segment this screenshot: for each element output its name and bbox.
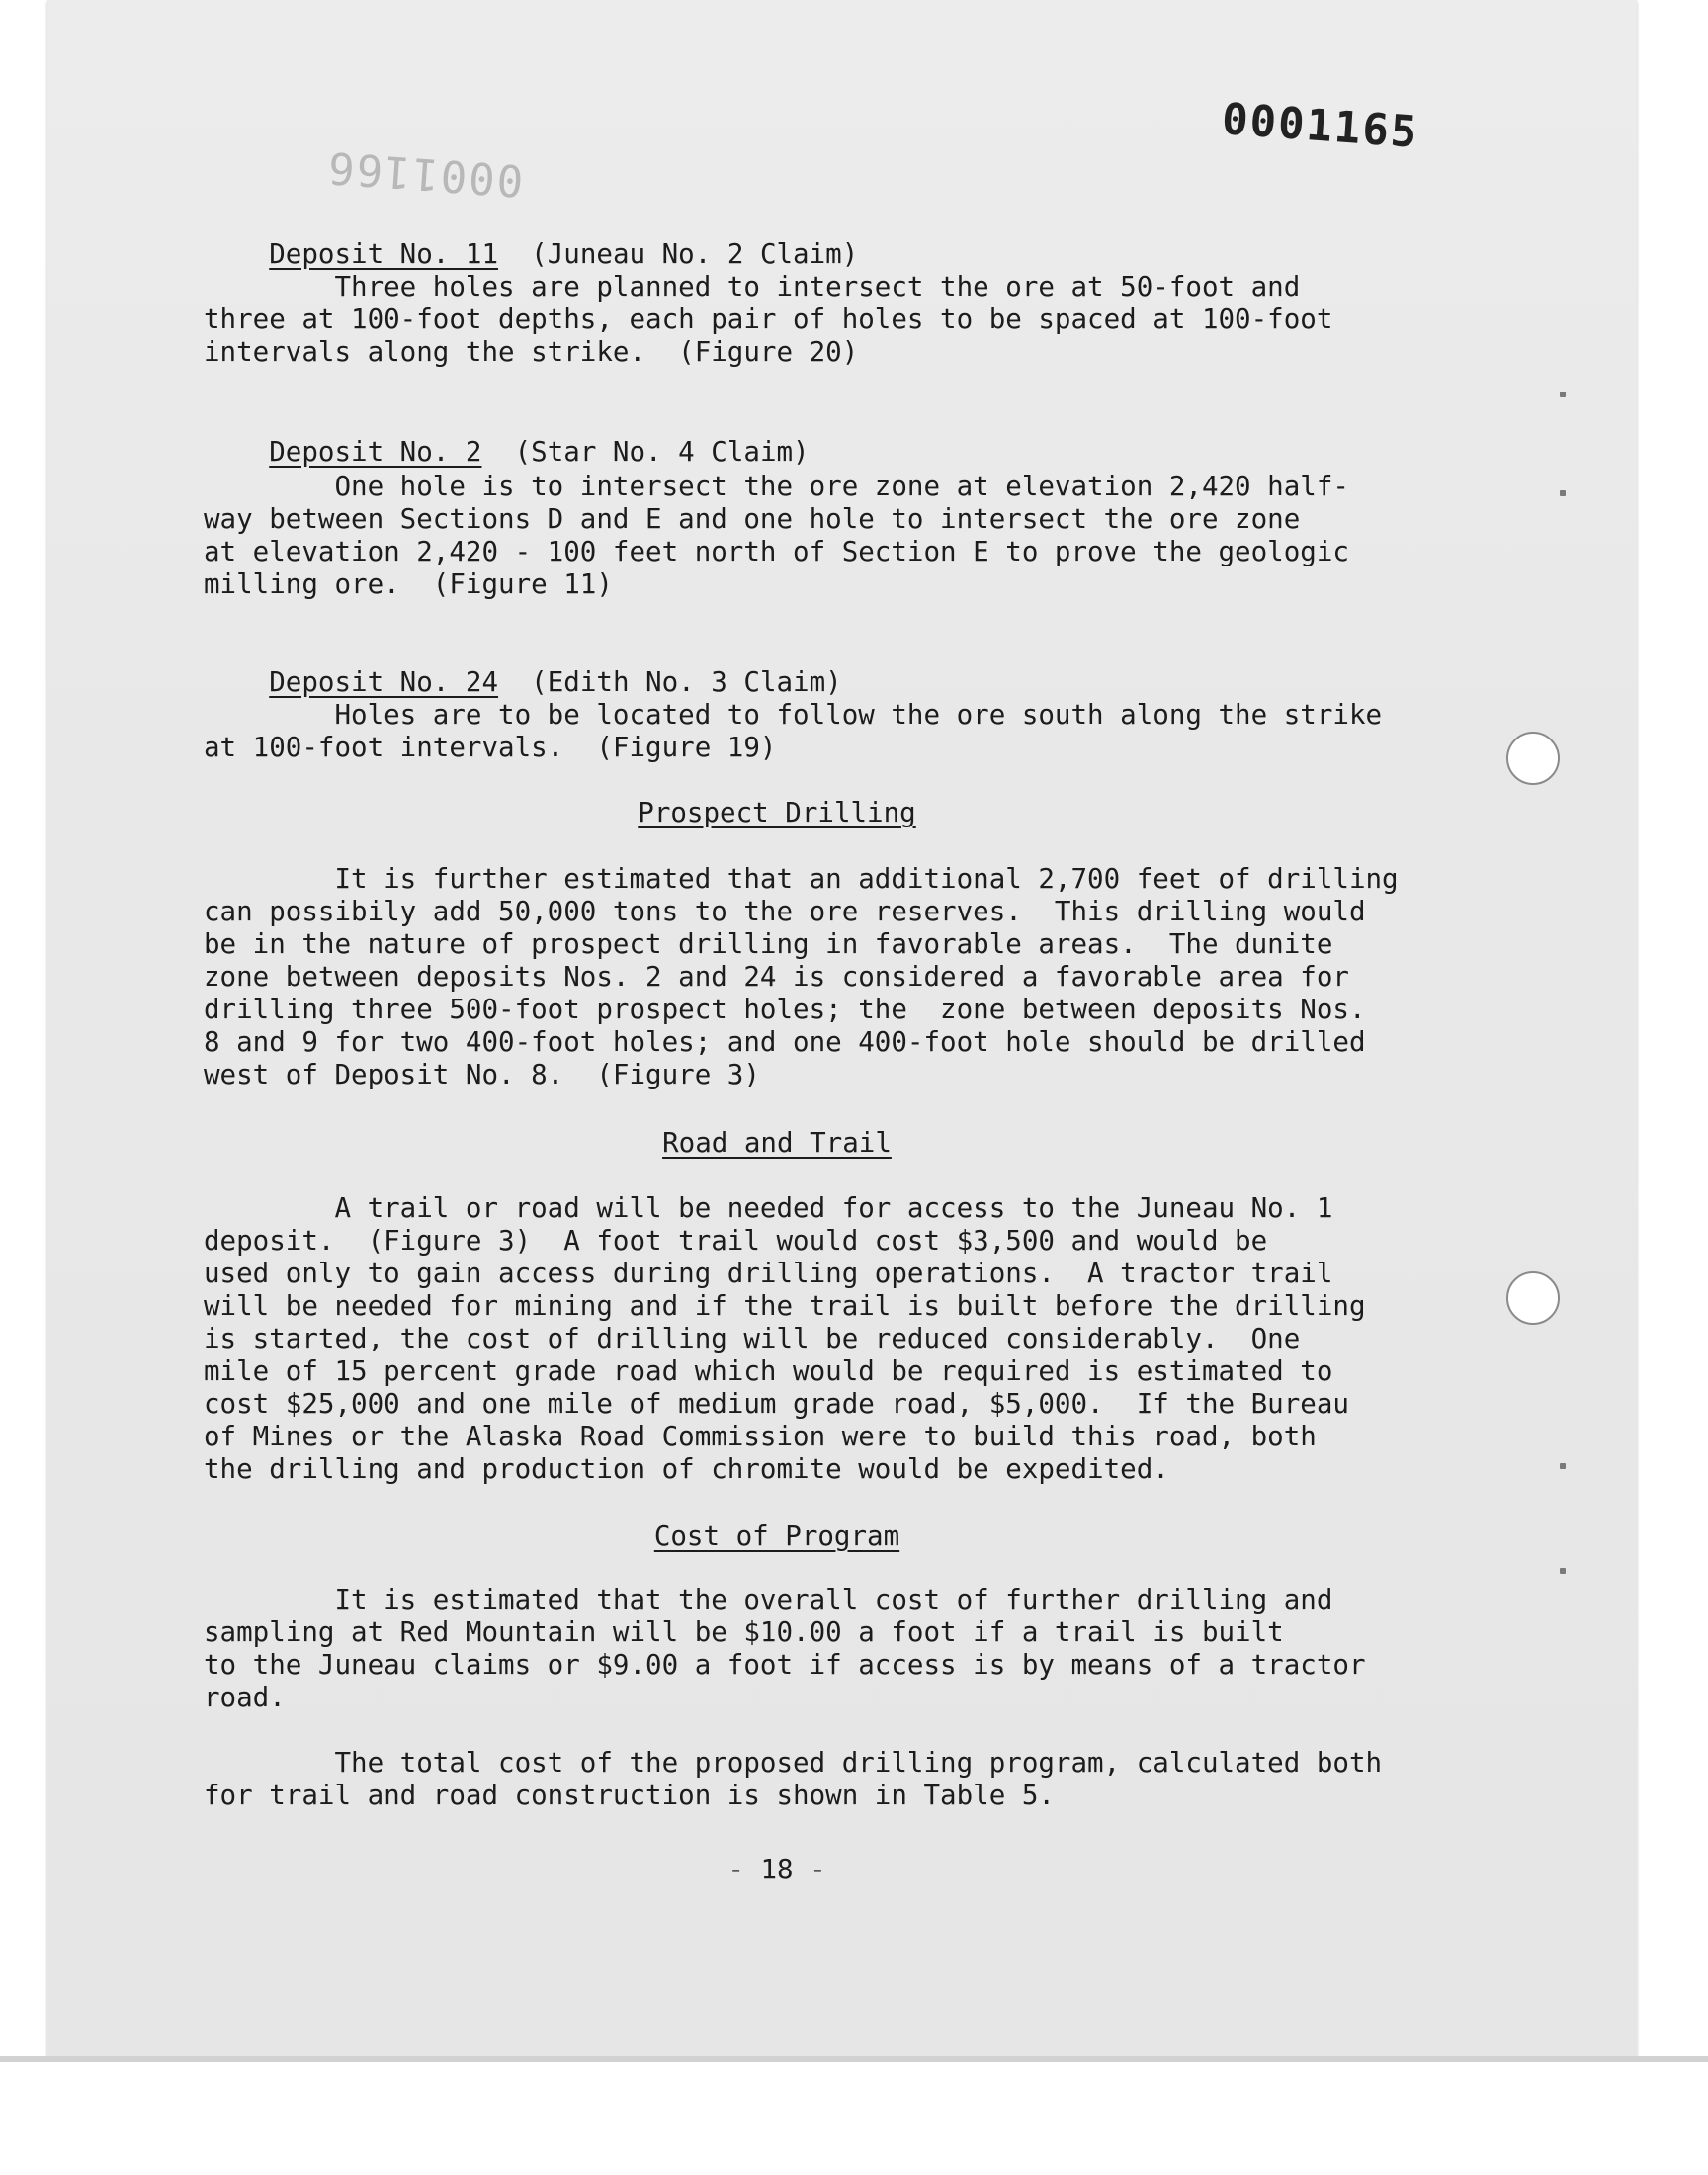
text-line: cost $25,000 and one mile of medium grade road, $5,000. If the Bureau (204, 1388, 1349, 1420)
text-line: sampling at Red Mountain will be $10.00 a foot if a trail is built (204, 1616, 1284, 1648)
page-number: - 18 - (727, 1854, 826, 1885)
deposit-label: Deposit No. 24 (269, 666, 499, 698)
paragraph (204, 1747, 1400, 1812)
text-line: 8 and 9 for two 400-foot holes; and one 400-foot hole should be drilled (204, 1026, 1366, 1058)
punch-hole-upper (1506, 732, 1560, 785)
paragraph (204, 699, 1400, 764)
claim-label: (Juneau No. 2 Claim) (531, 238, 859, 270)
deposit-label: Deposit No. 2 (269, 436, 482, 468)
text-line: deposit. (Figure 3) A foot trail would cost $3,500 and would be (204, 1225, 1268, 1257)
text-line: road. (204, 1682, 286, 1713)
edge-mark (1560, 1463, 1566, 1469)
section-title-road-and-trail: Road and Trail (662, 1127, 892, 1159)
text-line: of Mines or the Alaska Road Commission were to build this road, both (204, 1421, 1317, 1452)
text-line: The total cost of the proposed drilling program, calculated both (204, 1747, 1383, 1779)
text-line: intervals along the strike. (Figure 20) (204, 336, 859, 368)
text-line: will be needed for mining and if the trail is built before the drilling (204, 1290, 1366, 1322)
text-line: can possibily add 50,000 tons to the ore reserves. This drilling would (204, 896, 1366, 927)
text-line: is started, the cost of drilling will be reduced considerably. One (204, 1323, 1301, 1354)
text-line: used only to gain access during drilling operations. A tractor trail (204, 1258, 1333, 1289)
paragraph (204, 271, 1400, 369)
paragraph (204, 1192, 1400, 1486)
text-line: the drilling and production of chromite would be expedited. (204, 1453, 1169, 1485)
paragraph (204, 1584, 1400, 1714)
text-line: It is estimated that the overall cost of further drilling and (204, 1584, 1333, 1615)
text-line: at 100-foot intervals. (Figure 19) (204, 732, 777, 763)
text-line: Holes are to be located to follow the ore south along the strike (204, 699, 1383, 731)
document-stamp-number-bleedthrough: 0001166 (324, 141, 525, 206)
edge-mark (1560, 1568, 1566, 1574)
claim-label: (Star No. 4 Claim) (514, 436, 810, 468)
section-title-cost-of-program: Cost of Program (653, 1521, 900, 1552)
deposit-label: Deposit No. 11 (269, 238, 499, 270)
text-line: at elevation 2,420 - 100 feet north of Section E to prove the geologic (204, 536, 1349, 567)
text-line: way between Sections D and E and one hole to intersect the ore zone (204, 503, 1301, 535)
document-stamp-number: 0001165 (1220, 94, 1420, 158)
text-line: three at 100-foot depths, each pair of holes to be spaced at 100-foot (204, 304, 1333, 335)
edge-mark (1560, 392, 1566, 397)
paragraph (204, 471, 1400, 601)
text-line: to the Juneau claims or $9.00 a foot if access is by means of a tractor (204, 1649, 1366, 1681)
text-line: mile of 15 percent grade road which would be required is estimated to (204, 1355, 1333, 1387)
text-line: zone between deposits Nos. 2 and 24 is considered a favorable area for (204, 961, 1349, 993)
text-line: be in the nature of prospect drilling in favorable areas. The dunite (204, 928, 1333, 960)
text-line: west of Deposit No. 8. (Figure 3) (204, 1059, 760, 1090)
text-line: One hole is to intersect the ore zone at elevation 2,420 half- (204, 471, 1349, 502)
text-line: drilling three 500-foot prospect holes; the zone between deposits Nos. (204, 994, 1366, 1025)
punch-hole-lower (1506, 1271, 1560, 1325)
edge-mark (1560, 490, 1566, 496)
claim-label: (Edith No. 3 Claim) (531, 666, 842, 698)
text-line: for trail and road construction is shown in Table 5. (204, 1780, 1055, 1811)
text-line: milling ore. (Figure 11) (204, 568, 613, 600)
text-line: Three holes are planned to intersect the ore at 50-foot and (204, 271, 1301, 303)
paragraph (204, 863, 1400, 1091)
section-title-prospect-drilling: Prospect Drilling (638, 797, 916, 828)
page-bottom-edge (0, 2056, 1708, 2062)
text-line: A trail or road will be needed for access to the Juneau No. 1 (204, 1192, 1333, 1224)
text-line: It is further estimated that an additional 2,700 feet of drilling (204, 863, 1399, 895)
